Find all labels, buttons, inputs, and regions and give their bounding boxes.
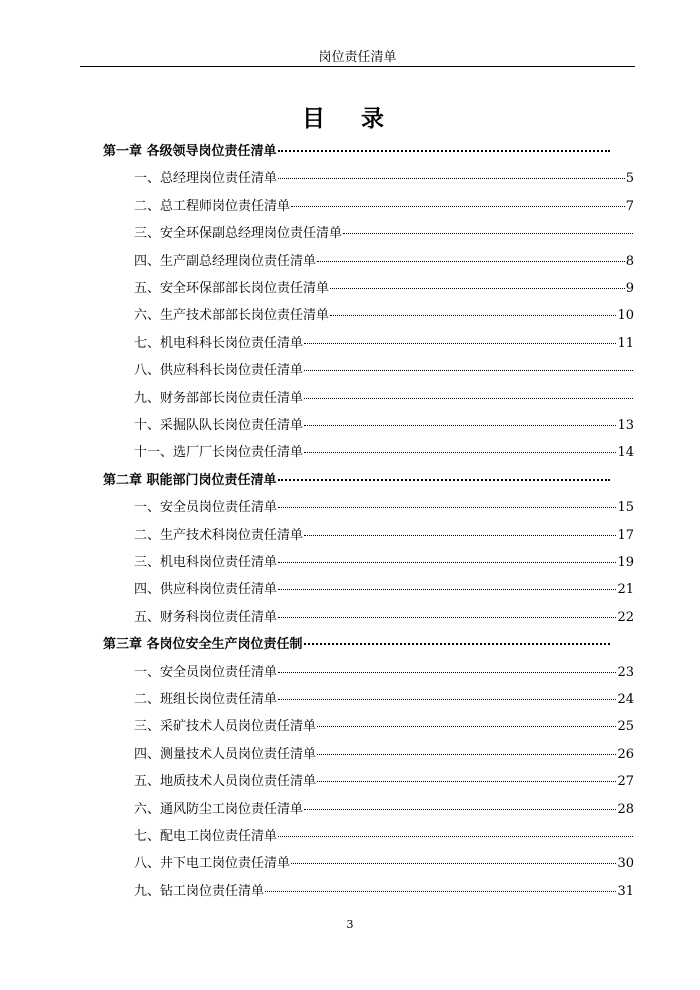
toc-entry-label: 一、总经理岗位责任清单 bbox=[134, 171, 278, 187]
toc-entry-label: 二、总工程师岗位责任清单 bbox=[134, 198, 291, 214]
toc-chapter[interactable] bbox=[103, 633, 611, 652]
toc-dot-leader bbox=[265, 891, 616, 892]
toc-entry-label: 二、班组长岗位责任清单 bbox=[134, 692, 278, 707]
toc-page-number: 5 bbox=[625, 171, 634, 187]
toc-dot-leader bbox=[278, 589, 616, 590]
toc-entry[interactable] bbox=[134, 880, 634, 899]
toc-entry-label: 五、财务科岗位责任清单 bbox=[134, 609, 278, 625]
toc-entry[interactable] bbox=[134, 715, 634, 734]
toc-entry[interactable] bbox=[134, 304, 634, 323]
toc-entry[interactable] bbox=[134, 524, 634, 543]
toc-entry-label: 三、采矿技术人员岗位责任清单 bbox=[134, 719, 317, 735]
toc-entry-label: 七、配电工岗位责任清单 bbox=[134, 829, 278, 844]
toc-entry-label: 五、安全环保部部长岗位责任清单 bbox=[134, 281, 330, 296]
toc-dot-leader bbox=[330, 288, 625, 289]
toc-dot-leader bbox=[330, 315, 616, 316]
toc-entry[interactable] bbox=[134, 332, 634, 351]
toc-entry[interactable] bbox=[134, 277, 634, 296]
toc-entry[interactable] bbox=[134, 770, 634, 789]
toc-entry-label: 第三章 各岗位安全生产岗位责任制 bbox=[103, 637, 303, 653]
header-divider bbox=[80, 66, 635, 67]
page-number: 3 bbox=[346, 918, 354, 931]
toc-entry-label: 六、生产技术部部长岗位责任清单 bbox=[134, 308, 330, 324]
toc-page-number: 26 bbox=[617, 746, 634, 762]
toc-entry[interactable] bbox=[134, 387, 634, 406]
toc-entry[interactable] bbox=[134, 195, 634, 214]
toc-entry-label: 九、钻工岗位责任清单 bbox=[134, 883, 265, 899]
toc-dot-leader bbox=[304, 535, 616, 536]
toc-page-number: 7 bbox=[625, 198, 634, 214]
toc-entry[interactable] bbox=[134, 743, 634, 762]
toc-chapter[interactable] bbox=[103, 469, 611, 488]
toc-page-number: 11 bbox=[617, 335, 634, 351]
toc-page-number: 21 bbox=[617, 582, 634, 598]
toc-dot-leader bbox=[304, 643, 610, 645]
toc-dot-leader bbox=[278, 178, 625, 179]
toc-dot-leader bbox=[317, 781, 616, 782]
toc-entry[interactable] bbox=[134, 661, 634, 680]
toc-entry-label: 第二章 职能部门岗位责任清单 bbox=[103, 472, 277, 488]
toc-dot-leader bbox=[317, 261, 625, 262]
toc-entry[interactable] bbox=[134, 688, 634, 707]
toc-dot-leader bbox=[304, 452, 616, 453]
toc-dot-leader bbox=[304, 809, 616, 810]
toc-page-number: 27 bbox=[617, 774, 634, 790]
toc-entry[interactable] bbox=[134, 852, 634, 871]
toc-entry-label: 五、地质技术人员岗位责任清单 bbox=[134, 774, 317, 790]
toc-dot-leader bbox=[304, 370, 633, 371]
toc-page-number: 15 bbox=[617, 500, 634, 516]
toc-dot-leader bbox=[291, 863, 616, 864]
toc-entry[interactable] bbox=[134, 250, 634, 269]
toc-dot-leader bbox=[291, 206, 625, 207]
toc-entry-label: 十、采掘队队长岗位责任清单 bbox=[134, 418, 304, 433]
toc-chapter[interactable] bbox=[103, 140, 611, 159]
toc-entry[interactable] bbox=[134, 167, 634, 186]
toc-page-number: 13 bbox=[617, 418, 634, 433]
toc-page-number: 17 bbox=[617, 527, 634, 543]
toc-entry-label: 四、测量技术人员岗位责任清单 bbox=[134, 746, 317, 762]
toc-dot-leader bbox=[278, 507, 616, 508]
toc-dot-leader bbox=[317, 754, 616, 755]
toc-entry-label: 八、井下电工岗位责任清单 bbox=[134, 856, 291, 872]
toc-entry-label: 十一、选厂厂长岗位责任清单 bbox=[134, 445, 304, 461]
toc-dot-leader bbox=[278, 150, 610, 152]
toc-entry[interactable] bbox=[134, 359, 634, 378]
toc-dot-leader bbox=[304, 398, 633, 399]
toc-entry[interactable] bbox=[134, 578, 634, 597]
toc-entry[interactable] bbox=[134, 222, 634, 241]
toc-dot-leader bbox=[278, 672, 616, 673]
toc-dot-leader bbox=[278, 479, 610, 481]
toc-entry-label: 一、安全员岗位责任清单 bbox=[134, 664, 278, 680]
toc-entry[interactable] bbox=[134, 496, 634, 515]
toc-page-number: 24 bbox=[617, 692, 634, 707]
toc-dot-leader bbox=[304, 343, 616, 344]
toc-entry[interactable] bbox=[134, 551, 634, 570]
toc-page-number: 14 bbox=[617, 445, 634, 461]
toc-entry[interactable] bbox=[134, 414, 634, 433]
toc-page-number: 22 bbox=[617, 609, 634, 625]
running-header: 岗位责任清单 bbox=[318, 50, 397, 65]
toc-entry[interactable] bbox=[134, 798, 634, 817]
toc-entry-label: 八、供应科科长岗位责任清单 bbox=[134, 363, 304, 379]
toc-entry-label: 四、供应科岗位责任清单 bbox=[134, 582, 278, 598]
toc-page-number: 8 bbox=[625, 253, 634, 269]
toc-entry-label: 三、机电科岗位责任清单 bbox=[134, 555, 278, 570]
toc-page-number: 23 bbox=[617, 664, 634, 680]
toc-page-number: 28 bbox=[617, 801, 634, 817]
toc-page-number: 9 bbox=[625, 281, 634, 296]
toc-entry-label: 七、机电科科长岗位责任清单 bbox=[134, 335, 304, 351]
toc-dot-leader bbox=[317, 726, 616, 727]
toc-dot-leader bbox=[278, 562, 616, 563]
toc-dot-leader bbox=[278, 836, 633, 837]
toc-entry[interactable] bbox=[134, 825, 634, 844]
toc-page-number: 25 bbox=[617, 719, 634, 735]
toc-dot-leader bbox=[278, 699, 616, 700]
toc-page-number: 30 bbox=[617, 856, 634, 872]
toc-page-number: 19 bbox=[617, 555, 634, 570]
toc-entry[interactable] bbox=[134, 606, 634, 625]
toc-entry-label: 九、财务部部长岗位责任清单 bbox=[134, 390, 304, 406]
toc-entry-label: 一、安全员岗位责任清单 bbox=[134, 500, 278, 516]
toc-dot-leader bbox=[343, 233, 633, 234]
toc-dot-leader bbox=[304, 425, 616, 426]
toc-entry-label: 四、生产副总经理岗位责任清单 bbox=[134, 253, 317, 269]
toc-entry-label: 三、安全环保副总经理岗位责任清单 bbox=[134, 226, 343, 242]
toc-page-number: 31 bbox=[617, 883, 634, 899]
toc-title: 目 录 bbox=[301, 105, 398, 132]
toc-entry[interactable] bbox=[134, 441, 634, 460]
toc-entry-label: 六、通风防尘工岗位责任清单 bbox=[134, 801, 304, 817]
toc-entry-label: 第一章 各级领导岗位责任清单 bbox=[103, 144, 277, 159]
toc-dot-leader bbox=[278, 617, 616, 618]
toc-entry-label: 二、生产技术科岗位责任清单 bbox=[134, 527, 304, 543]
toc-page-number: 10 bbox=[617, 308, 634, 324]
